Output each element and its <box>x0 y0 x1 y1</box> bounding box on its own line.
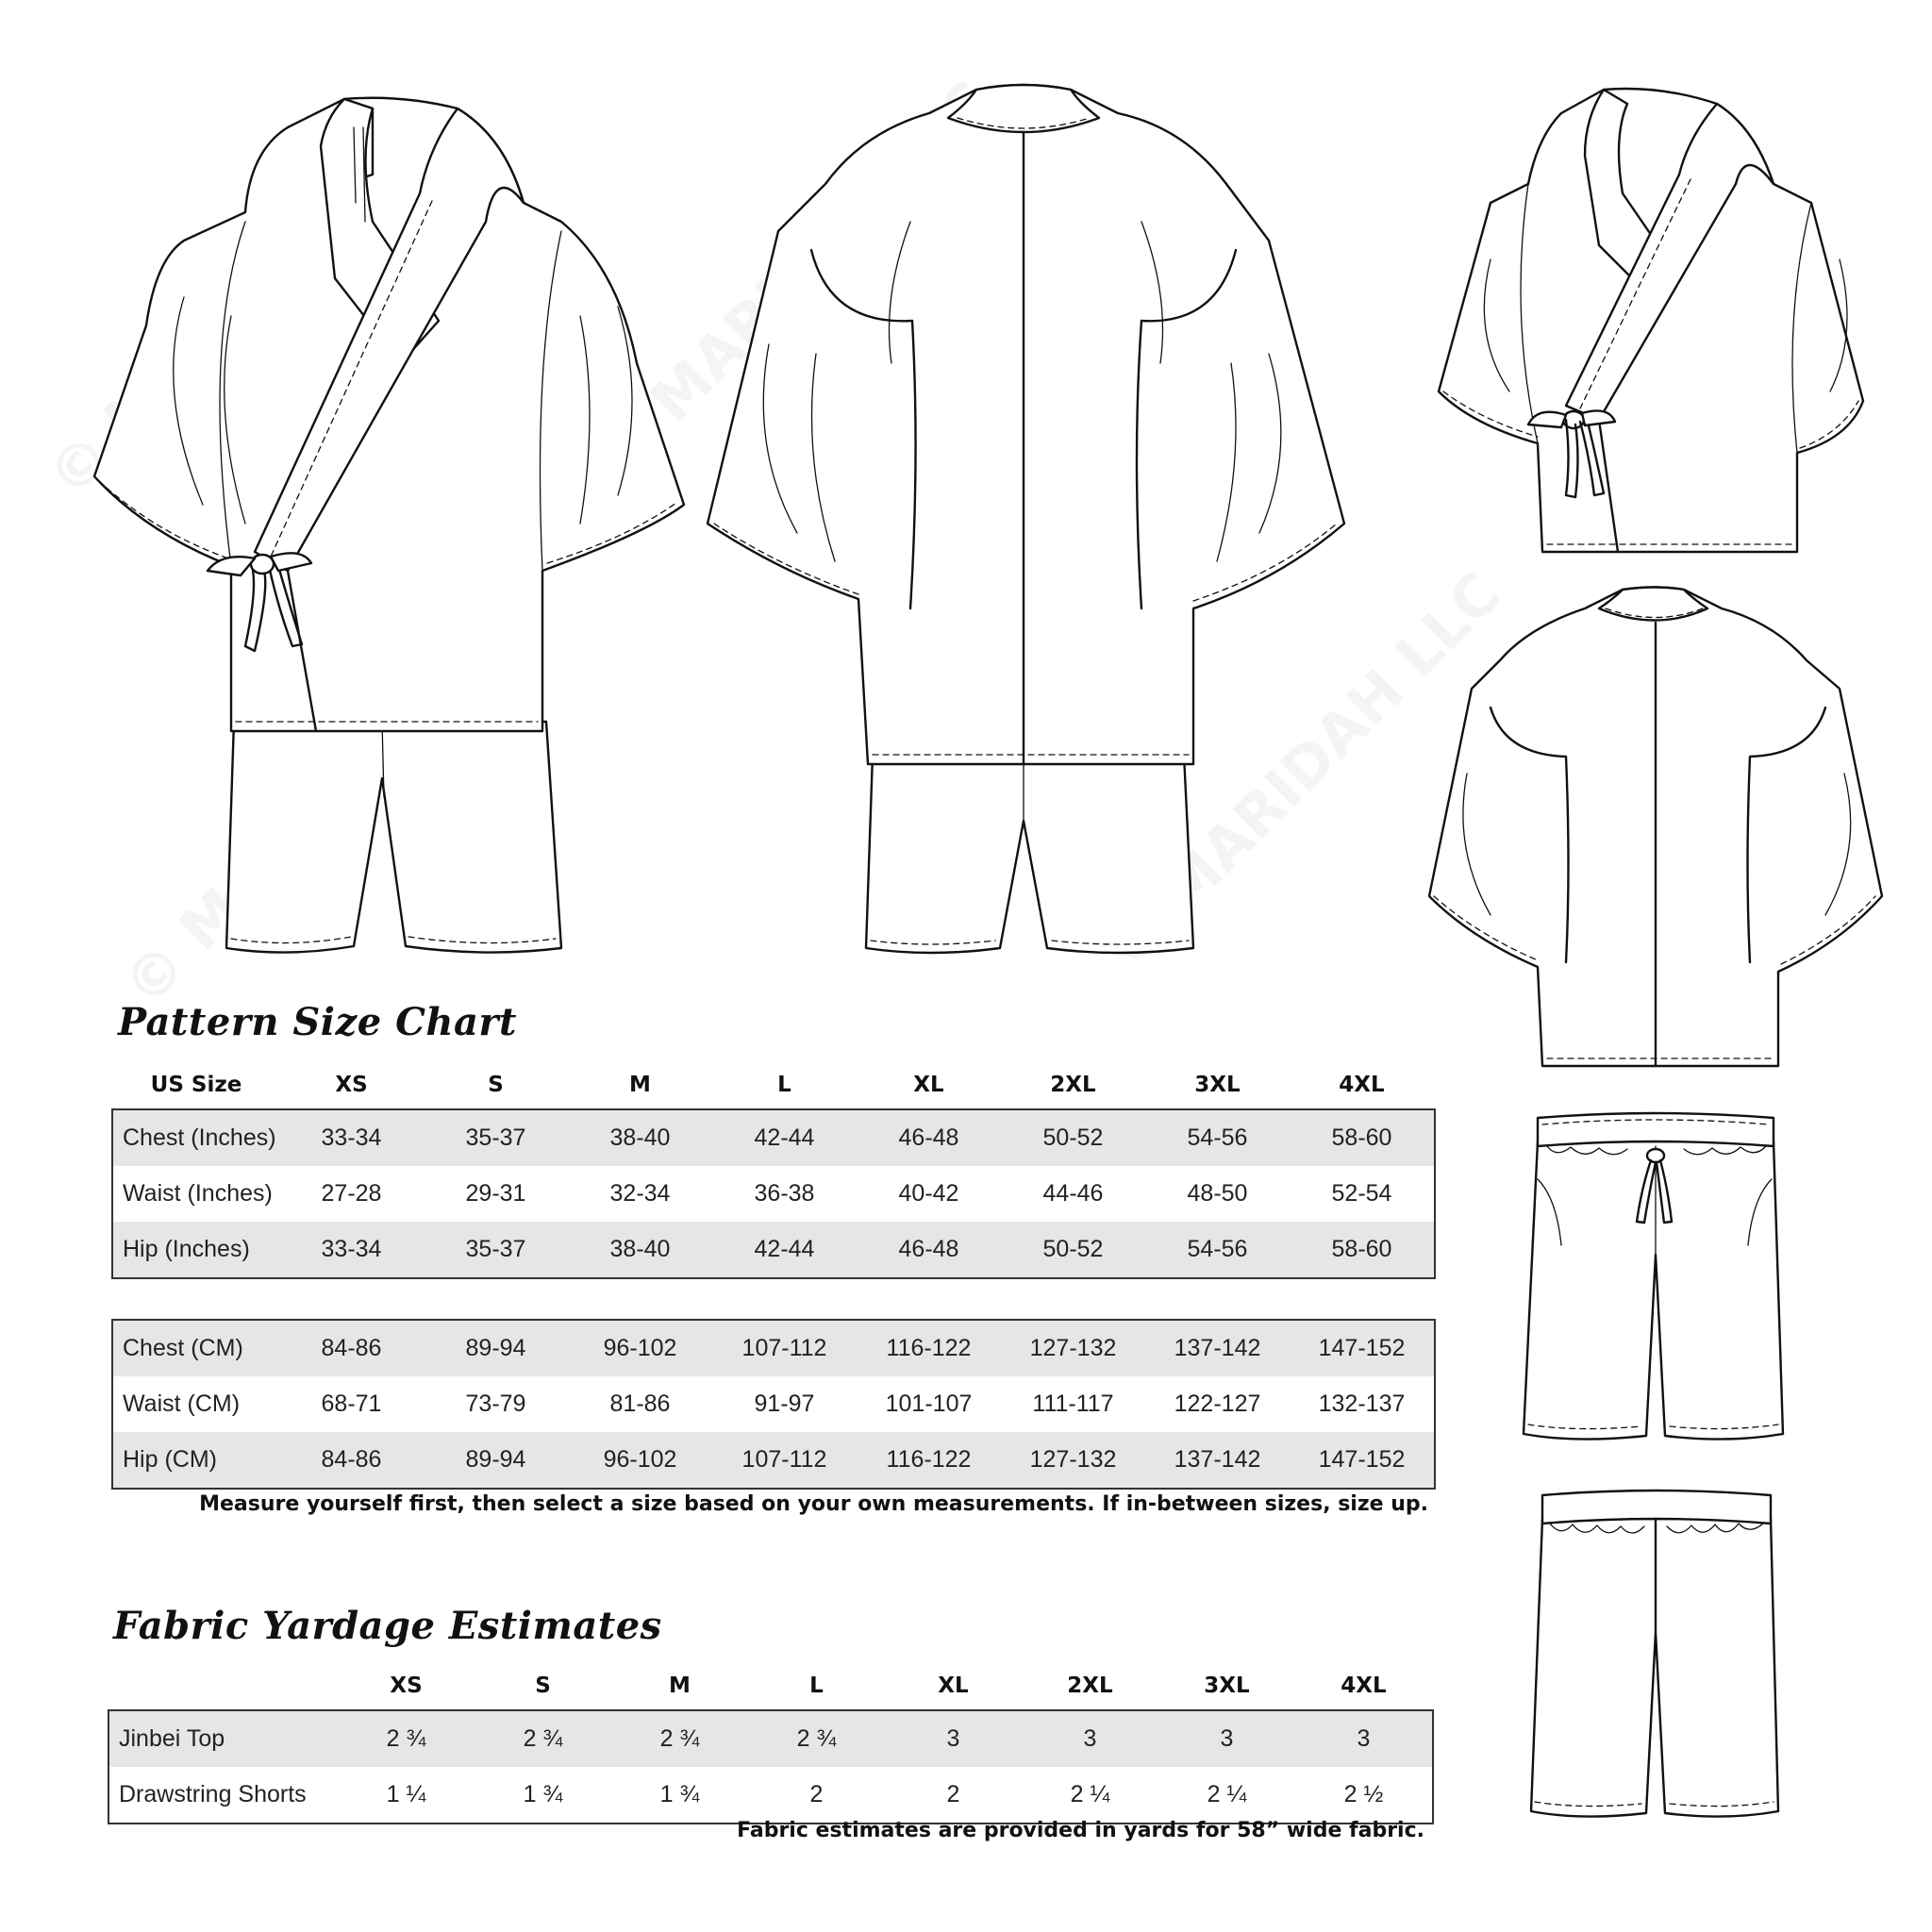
table-cell: 116-122 <box>857 1432 1001 1488</box>
table-cell: 127-132 <box>1001 1432 1145 1488</box>
yardage-title: Fabric Yardage Estimates <box>113 1604 662 1648</box>
table-cell: 2 ¼ <box>1070 1781 1110 1807</box>
table-cell: 89-94 <box>424 1321 568 1376</box>
table-cell: 3 <box>885 1711 1022 1767</box>
row-label: Hip (Inches) <box>113 1222 279 1277</box>
table-cell: 73-79 <box>465 1391 526 1417</box>
table-cell: 68-71 <box>321 1391 382 1417</box>
table-cell: 2 <box>809 1781 824 1807</box>
table-cell: 42-44 <box>712 1110 857 1166</box>
yardage-note: Fabric estimates are provided in yards for 58” wide fabric. <box>737 1819 1424 1842</box>
table-cell: 147-152 <box>1290 1321 1434 1376</box>
table-row <box>113 1376 1434 1432</box>
size-chart-header-table <box>113 1061 1434 1108</box>
size-header-l: L <box>777 1073 791 1097</box>
table-cell: 29-31 <box>465 1180 526 1207</box>
table-row <box>109 1767 1432 1823</box>
table-cell: 38-40 <box>568 1222 712 1277</box>
jinbei-back-outfit-illustration <box>703 80 1344 986</box>
yardage-size-3xl: 3XL <box>1204 1674 1250 1698</box>
table-cell: 84-86 <box>279 1432 424 1488</box>
table-cell: 2 ½ <box>1343 1781 1384 1807</box>
yardage-size-s: S <box>535 1674 551 1698</box>
yardage-size-2xl: 2XL <box>1067 1674 1113 1698</box>
yardage-size-m: M <box>669 1674 691 1698</box>
size-chart-cm-table <box>113 1321 1434 1488</box>
yardage-table <box>109 1711 1432 1823</box>
yardage-size-xl: XL <box>938 1674 969 1698</box>
table-cell: 38-40 <box>568 1110 712 1166</box>
table-cell: 2 ¼ <box>1207 1781 1247 1807</box>
table-cell: 111-117 <box>1032 1391 1114 1417</box>
us-size-header: US Size <box>150 1073 242 1097</box>
table-cell: 42-44 <box>712 1222 857 1277</box>
table-cell: 2 ¾ <box>475 1711 611 1767</box>
table-cell: 3 <box>1022 1711 1158 1767</box>
table-cell: 35-37 <box>424 1222 568 1277</box>
table-cell: 107-112 <box>712 1432 857 1488</box>
yardage-header-table <box>109 1662 1432 1709</box>
table-cell: 36-38 <box>754 1180 815 1207</box>
table-cell: 1 ¾ <box>659 1781 700 1807</box>
row-label: Chest (Inches) <box>113 1110 279 1166</box>
size-header-m: M <box>629 1073 651 1097</box>
table-cell: 96-102 <box>568 1321 712 1376</box>
size-chart-note: Measure yourself first, then select a size based on your own measurements. If in-between sizes, size up. <box>199 1492 1428 1516</box>
table-row <box>113 1432 1434 1488</box>
table-cell: 46-48 <box>857 1222 1001 1277</box>
yardage-size-l: L <box>809 1674 824 1698</box>
jinbei-top-back-illustration <box>1424 585 1887 1075</box>
table-cell: 52-54 <box>1331 1180 1392 1207</box>
table-cell: 1 ¼ <box>386 1781 426 1807</box>
table-cell: 46-48 <box>857 1110 1001 1166</box>
yardage-size-4xl: 4XL <box>1341 1674 1387 1698</box>
table-cell: 33-34 <box>279 1222 424 1277</box>
size-header-xs: XS <box>335 1073 368 1097</box>
table-cell: 116-122 <box>857 1321 1001 1376</box>
table-cell: 54-56 <box>1145 1110 1290 1166</box>
row-label: Chest (CM) <box>113 1321 279 1376</box>
table-cell: 96-102 <box>568 1432 712 1488</box>
table-cell: 107-112 <box>712 1321 857 1376</box>
table-cell: 35-37 <box>424 1110 568 1166</box>
table-cell: 2 <box>946 1781 960 1807</box>
table-row <box>113 1222 1434 1277</box>
drawstring-shorts-back-illustration <box>1524 1491 1788 1830</box>
yardage-size-xs: XS <box>390 1674 423 1698</box>
drawstring-shorts-front-illustration <box>1519 1113 1792 1453</box>
row-label: Hip (CM) <box>113 1432 279 1488</box>
table-cell: 3 <box>1158 1711 1295 1767</box>
table-row <box>113 1110 1434 1166</box>
table-row <box>113 1166 1434 1222</box>
table-cell: 132-137 <box>1318 1391 1406 1417</box>
table-cell: 33-34 <box>279 1110 424 1166</box>
jinbei-front-outfit-illustration <box>90 80 693 976</box>
table-cell: 89-94 <box>424 1432 568 1488</box>
table-cell: 101-107 <box>885 1391 973 1417</box>
row-label: Jinbei Top <box>109 1711 338 1767</box>
size-header-s: S <box>488 1073 504 1097</box>
jinbei-top-front-illustration <box>1434 80 1877 571</box>
size-chart-inches-table <box>113 1110 1434 1277</box>
table-cell: 81-86 <box>609 1391 671 1417</box>
table-cell: 58-60 <box>1290 1222 1434 1277</box>
table-row <box>113 1321 1434 1376</box>
table-cell: 137-142 <box>1145 1321 1290 1376</box>
table-cell: 3 <box>1295 1711 1432 1767</box>
table-cell: 50-52 <box>1001 1110 1145 1166</box>
table-cell: 122-127 <box>1174 1391 1261 1417</box>
table-cell: 2 ¾ <box>748 1711 885 1767</box>
table-cell: 58-60 <box>1290 1110 1434 1166</box>
row-label: Waist (Inches) <box>123 1180 273 1207</box>
table-cell: 32-34 <box>609 1180 671 1207</box>
size-chart-title: Pattern Size Chart <box>118 1000 517 1044</box>
table-cell: 137-142 <box>1145 1432 1290 1488</box>
table-cell: 127-132 <box>1001 1321 1145 1376</box>
table-cell: 91-97 <box>754 1391 815 1417</box>
table-cell: 84-86 <box>279 1321 424 1376</box>
table-cell: 40-42 <box>898 1180 959 1207</box>
row-label: Waist (CM) <box>123 1391 241 1417</box>
table-row <box>109 1711 1432 1767</box>
table-cell: 2 ¾ <box>338 1711 475 1767</box>
size-header-xl: XL <box>913 1073 944 1097</box>
row-label: Drawstring Shorts <box>119 1781 307 1807</box>
size-header-4xl: 4XL <box>1339 1073 1385 1097</box>
table-cell: 27-28 <box>321 1180 382 1207</box>
table-cell: 48-50 <box>1187 1180 1248 1207</box>
table-cell: 147-152 <box>1290 1432 1434 1488</box>
table-cell: 44-46 <box>1042 1180 1104 1207</box>
table-cell: 2 ¾ <box>611 1711 748 1767</box>
table-cell: 50-52 <box>1001 1222 1145 1277</box>
table-cell: 54-56 <box>1145 1222 1290 1277</box>
size-header-2xl: 2XL <box>1050 1073 1096 1097</box>
table-cell: 1 ¾ <box>523 1781 563 1807</box>
size-header-3xl: 3XL <box>1194 1073 1241 1097</box>
